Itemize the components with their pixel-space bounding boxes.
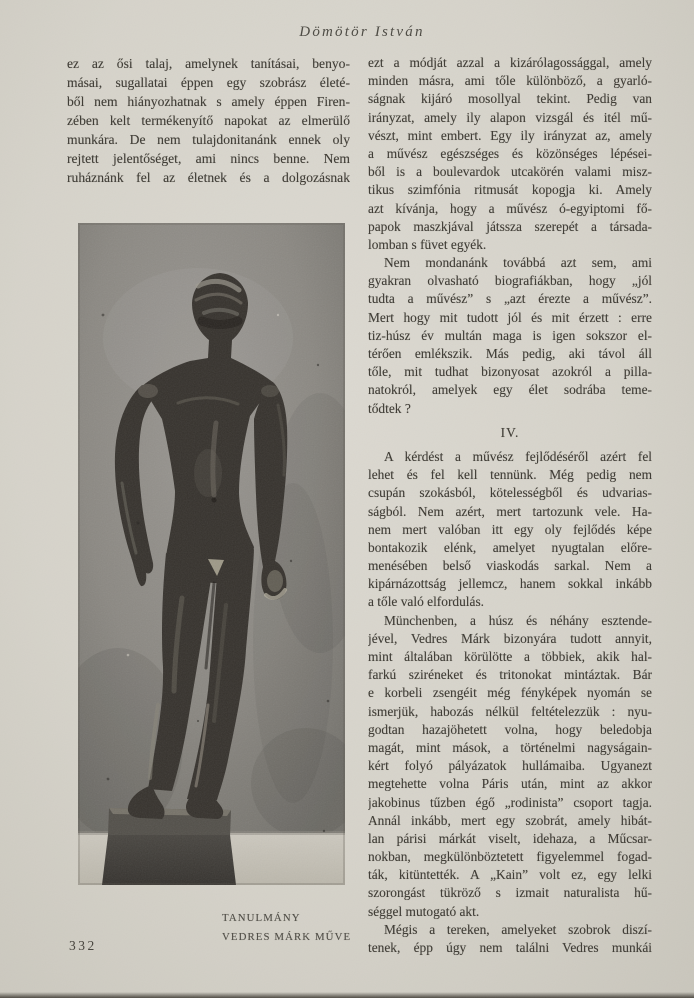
text-line: e korbeli zsengéit még fényképek nyomán se bbox=[368, 685, 652, 701]
text-line: ez az ősi talaj, amelynek tanításai, benyo- bbox=[67, 56, 350, 71]
text-line: másai, sugallatai éppen egy szobrász életé- bbox=[67, 75, 350, 90]
text-line: tődtek ? bbox=[368, 400, 411, 416]
text-line: tenek, épp úgy nem találni Vedres munkái bbox=[368, 940, 652, 955]
photo-caption bbox=[222, 909, 351, 947]
text-line: godtan hazajöhetett volna, hogy beledobja bbox=[368, 721, 652, 737]
text-line: mint általában körülötte a többiek, akik hal- bbox=[368, 649, 652, 664]
text-line: vészt, mint embert. Egy ily irányzat az, amely bbox=[368, 127, 652, 143]
text-line: VEDRES MÁRK MŰVE bbox=[222, 931, 352, 943]
text-line: natokról, amelyek egy élet sodrába teme- bbox=[368, 382, 652, 398]
text-line: a művész egészséges és közönséges lépései- bbox=[368, 145, 652, 161]
text-line: kipárnázottság jellemcz, hanem sokkal inkább bbox=[368, 576, 652, 592]
text-line: nem mert valóban itt egy oly fejlődés képe bbox=[368, 521, 652, 537]
text-line: TANULMÁNY bbox=[222, 912, 301, 924]
text-line: rejtett jelentőséget, ami nincs benne. Nem bbox=[67, 151, 350, 166]
text-line: farkú sziréneket és tritonokat mintáztak. Bár bbox=[368, 667, 652, 683]
text-line: lomban s füvet egyék. bbox=[368, 236, 487, 252]
text-line: gyakran olvasható biografiákban, hogy „jól bbox=[368, 273, 652, 289]
text-line: irányzat, amely ily alapon vizsgál és itél mű- bbox=[368, 109, 652, 125]
text-line: lan párisi márkát viselt, idehaza, a Műcsar- bbox=[368, 830, 652, 846]
statue-photo bbox=[78, 223, 345, 885]
text-line: tiz-húsz év multán maga is igen sokszor el- bbox=[368, 327, 652, 343]
text-line: nokban, megkülönböztetett figyelemmel fogad- bbox=[368, 849, 652, 865]
text-line: A kérdést a művész fejlődéséről azért fel bbox=[384, 448, 652, 464]
text-line: csupán szokásból, kötelességből és udvarias- bbox=[368, 485, 652, 501]
text-line: a tőle való elfordulás. bbox=[368, 594, 485, 610]
left-text-column bbox=[67, 54, 350, 187]
text-line: tikus szimfónia ritmusát kopogja ki. Amely bbox=[368, 182, 652, 198]
section-heading: IV. bbox=[500, 424, 520, 440]
text-line: tudta a művész” s „azt érezte a művész”. bbox=[368, 291, 652, 307]
text-line: kért folyó pályázatok hullámaiba. Ugyanezt bbox=[368, 758, 652, 774]
text-line: ből nem hiányozhatnak s amely éppen Firen- bbox=[67, 94, 350, 109]
text-line: jével, Vedres Márk bizonyára tudott annyit, bbox=[368, 630, 652, 646]
text-line: minden másra, ami tőle különböző, a gyarló- bbox=[368, 73, 652, 89]
text-line: bontakozik elénk, amelyet nyugtalan előre- bbox=[368, 539, 652, 555]
page-header-author: Dömötör István bbox=[299, 24, 425, 40]
text-line: azt kívánja, hogy a művész ó-egyiptomi fő- bbox=[368, 200, 652, 216]
text-line: tőle, mit tudhat bizonyosat azokról a pilla- bbox=[368, 364, 652, 380]
text-line: térően emlékszik. Más pedig, aki távol áll bbox=[368, 346, 652, 361]
text-line: séggel mutogató akt. bbox=[368, 903, 480, 919]
text-line: ruháznánk fel az életnek és a dolgozásnak bbox=[67, 170, 350, 185]
text-line: megtehette volna Páris után, mint az akkor bbox=[368, 776, 652, 792]
right-text-column bbox=[368, 54, 652, 957]
text-line: Münchenben, a húsz és néhány esztende- bbox=[384, 612, 652, 628]
text-line: papok maszkjával játssza szerepét a társada- bbox=[368, 218, 652, 234]
text-line: Mégis a tereken, amelyeket szobrok diszí- bbox=[384, 921, 652, 937]
text-line: ságnak kijáró mosollyal tekint. Pedig van bbox=[368, 91, 652, 107]
text-line: ságból. Nem azért, mert tartozunk vele. Ha- bbox=[368, 503, 652, 519]
text-line: Mert hogy mit tudott jól és mit érzett : erre bbox=[368, 309, 652, 325]
text-line: menésében belső viaskodás sarkal. Nem a bbox=[368, 558, 652, 574]
text-line: ták, kitüntették. A „Kain” volt ez, egy lelki bbox=[368, 867, 652, 883]
text-line: lehet és fel kell tennünk. Még pedig nem bbox=[368, 467, 652, 483]
text-line: zében kelt termékenyítő napokat az elmerülő bbox=[67, 113, 350, 128]
text-line: Annál inkább, mert egy szobrát, amely hibát- bbox=[368, 812, 652, 828]
text-line: ből is a boulevardok utcakörén valami misz- bbox=[368, 164, 652, 180]
text-line: jakobinus tűzben égő „rodinista” csoport tagja. bbox=[368, 794, 652, 810]
text-line: ismerjük, habozás nélkül feltételezzük : nyu- bbox=[368, 703, 652, 719]
scan-bottom-edge bbox=[0, 992, 694, 998]
text-line: ezt a módját azzal a kizárólagossággal, amely bbox=[368, 55, 652, 70]
text-line: magát, mint mások, a történelmi nagyságain- bbox=[368, 739, 652, 755]
page-number: 332 bbox=[69, 938, 97, 953]
text-line: szorongást tükröző s izmait naturalista hű- bbox=[368, 885, 652, 901]
text-line: Nem mondanánk továbbá azt sem, ami bbox=[384, 255, 652, 271]
text-line: munkára. De nem tulajdonitanánk ennek oly bbox=[67, 132, 350, 147]
